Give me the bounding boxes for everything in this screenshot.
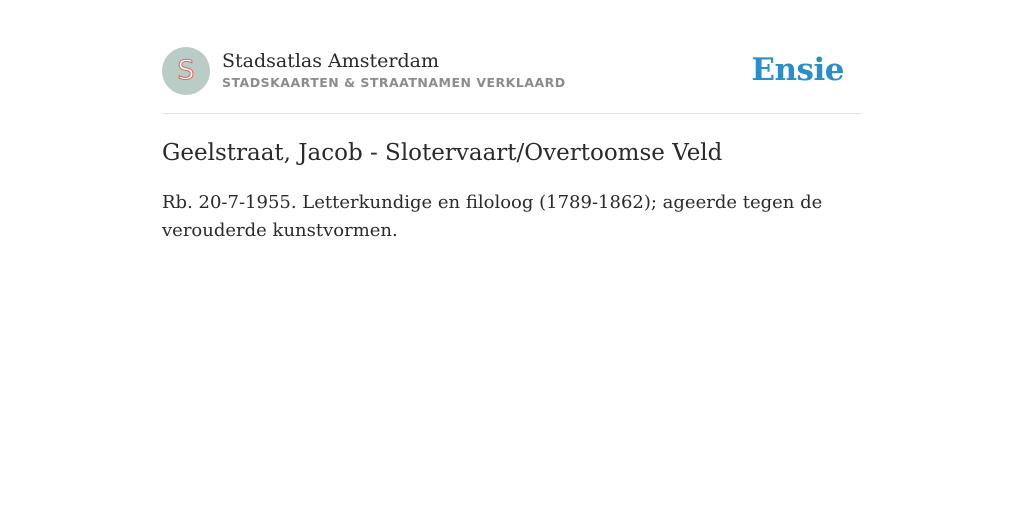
page	[162, 0, 862, 245]
site-title[interactable]: Stadsatlas Amsterdam	[222, 50, 440, 72]
site-subtitle: STADSKAARTEN & STRAATNAMEN VERKLAARD	[222, 75, 566, 90]
avatar-letter: S	[177, 55, 195, 86]
entry-title: Geelstraat, Jacob - Slotervaart/Overtoomse Veld	[162, 140, 723, 166]
entry-content	[162, 138, 862, 245]
ensie-logo[interactable]: Ensie	[751, 51, 844, 88]
site-brand	[222, 51, 566, 91]
site-avatar[interactable]	[162, 47, 210, 95]
entry-description: Rb. 20-7-1955. Letterkundige en filoloog (1789-1862); ageerde tegen de verouderde kunstvormen.	[162, 192, 823, 241]
site-header	[162, 46, 862, 114]
